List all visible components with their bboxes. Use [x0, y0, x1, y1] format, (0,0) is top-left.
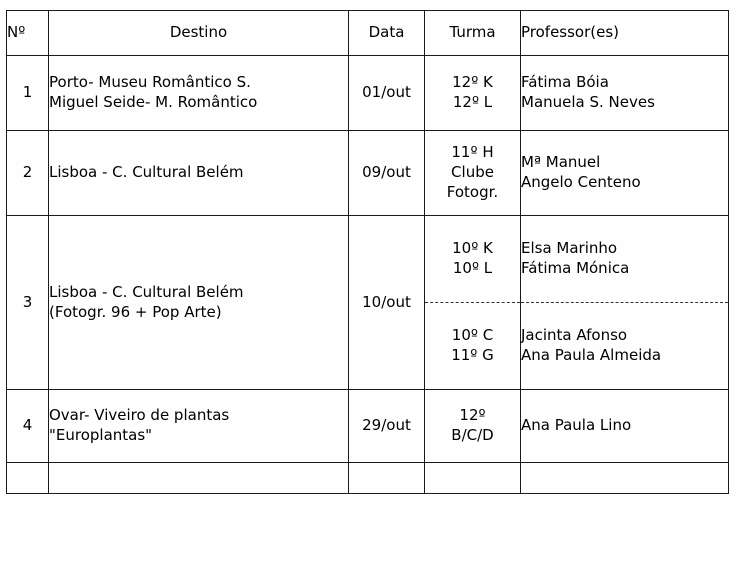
professor-line-1: Mª Manuel	[521, 153, 601, 172]
destino-line-1: Lisboa - C. Cultural Belém	[49, 282, 244, 301]
destino-line-2: Miguel Seide- M. Romântico	[49, 93, 258, 111]
empty-cell-data	[349, 463, 425, 494]
table-row	[7, 216, 729, 303]
turma-line-1: 11º H	[451, 143, 494, 162]
turma-line-2: B/C/D	[451, 426, 494, 444]
row-turma	[425, 56, 521, 131]
row-number: 4	[7, 390, 49, 463]
row-data: 10/out	[349, 216, 425, 390]
turma-line-2: 11º G	[451, 346, 494, 364]
professor-line-1: Fátima Bóia	[521, 73, 609, 92]
destino-line-1: Lisboa - C. Cultural Belém	[49, 163, 244, 182]
turma-line-2: Clube	[451, 163, 494, 182]
column-header-number: Nº	[7, 11, 49, 56]
professor-line-2: Ana Paula Almeida	[521, 346, 662, 364]
column-header-professor: Professor(es)	[521, 11, 729, 56]
row-destino	[49, 131, 349, 216]
table-row	[7, 390, 729, 463]
professor-line-2: Angelo Centeno	[521, 173, 641, 191]
row-turma	[425, 390, 521, 463]
column-header-data: Data	[349, 11, 425, 56]
row-number: 3	[7, 216, 49, 390]
column-header-turma: Turma	[425, 11, 521, 56]
turma-line-2: 10º L	[452, 259, 493, 277]
empty-cell-professor	[521, 463, 729, 494]
row-number: 2	[7, 131, 49, 216]
professor-line-2: Fátima Mónica	[521, 259, 630, 277]
table-row	[7, 131, 729, 216]
turma-line-3: Fotogr.	[446, 182, 499, 201]
table-row-empty	[7, 463, 729, 494]
row-turma-sub-1	[425, 216, 521, 303]
row-data: 09/out	[349, 131, 425, 216]
professor-line-2: Manuela S. Neves	[521, 93, 655, 111]
row-professor	[521, 56, 729, 131]
destino-line-1: Porto- Museu Romântico S.	[49, 73, 251, 92]
turma-line-2: 12º L	[452, 93, 493, 111]
table-row	[7, 56, 729, 131]
professor-line-1: Elsa Marinho	[521, 239, 618, 258]
empty-cell-number	[7, 463, 49, 494]
empty-cell-destino	[49, 463, 349, 494]
turma-line-1: 12º	[459, 406, 486, 425]
professor-line-1: Jacinta Afonso	[521, 326, 628, 345]
row-turma-sub-2	[425, 303, 521, 390]
column-header-destino: Destino	[49, 11, 349, 56]
destino-line-2: "Europlantas"	[49, 426, 153, 444]
visits-table	[6, 10, 729, 494]
professor-line-1: Ana Paula Lino	[521, 416, 632, 435]
empty-cell-turma	[425, 463, 521, 494]
row-professor	[521, 131, 729, 216]
row-destino	[49, 216, 349, 390]
row-turma	[425, 131, 521, 216]
row-professor-sub-1	[521, 216, 729, 303]
row-data: 29/out	[349, 390, 425, 463]
row-professor	[521, 390, 729, 463]
table-header-row	[7, 11, 729, 56]
turma-line-1: 10º C	[451, 326, 494, 345]
destino-line-1: Ovar- Viveiro de plantas	[49, 406, 230, 425]
turma-line-1: 12º K	[452, 73, 493, 92]
row-professor-sub-2	[521, 303, 729, 390]
row-data: 01/out	[349, 56, 425, 131]
row-destino	[49, 390, 349, 463]
row-destino	[49, 56, 349, 131]
destino-line-2: (Fotogr. 96 + Pop Arte)	[49, 302, 222, 321]
turma-line-1: 10º K	[452, 239, 493, 258]
row-number: 1	[7, 56, 49, 131]
